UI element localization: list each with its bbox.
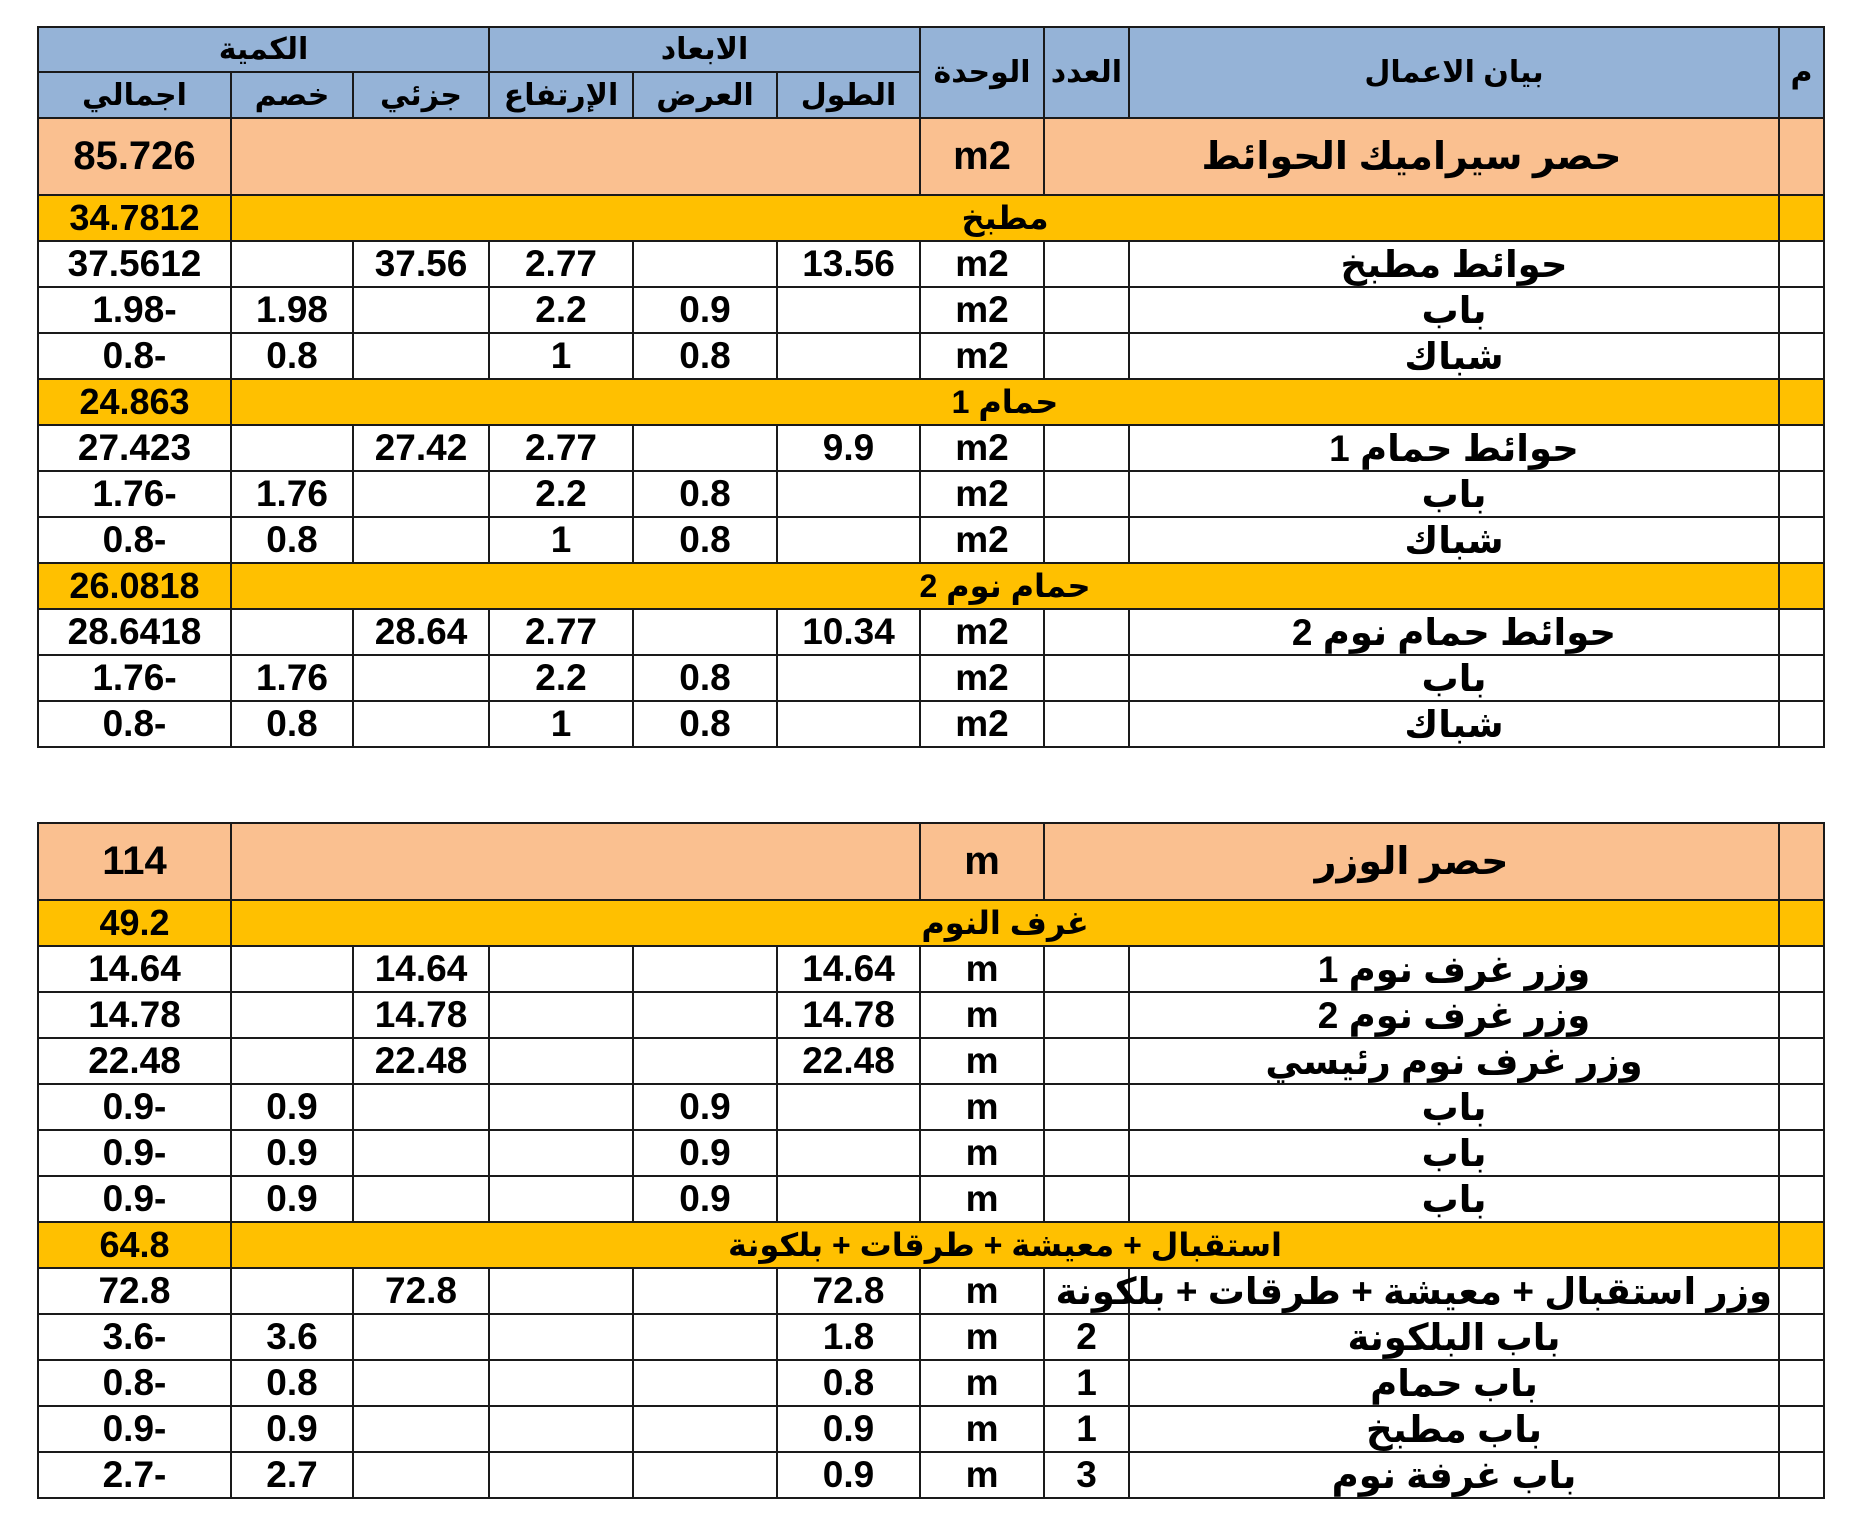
row-number-cell bbox=[1779, 425, 1824, 471]
item-length bbox=[777, 655, 920, 701]
item-deduction bbox=[231, 609, 353, 655]
item-deduction: 0.8 bbox=[231, 517, 353, 563]
item-width: 0.8 bbox=[633, 655, 777, 701]
item-height bbox=[489, 992, 633, 1038]
item-total: 37.5612 bbox=[38, 241, 231, 287]
item-unit: m2 bbox=[920, 333, 1044, 379]
item-length bbox=[777, 471, 920, 517]
item-partial bbox=[353, 1406, 489, 1452]
header-unit: الوحدة bbox=[920, 27, 1044, 118]
item-count: 1 bbox=[1044, 1406, 1129, 1452]
item-length: 10.34 bbox=[777, 609, 920, 655]
item-height: 2.77 bbox=[489, 241, 633, 287]
item-unit: m2 bbox=[920, 609, 1044, 655]
item-description: حوائط مطبخ bbox=[1129, 241, 1779, 287]
row-number-cell bbox=[1779, 655, 1824, 701]
row-number-cell bbox=[1779, 195, 1824, 241]
item-height bbox=[489, 1314, 633, 1360]
item-description: باب bbox=[1129, 1084, 1779, 1130]
item-length bbox=[777, 1130, 920, 1176]
item-partial: 72.8 bbox=[353, 1268, 489, 1314]
table-title-row bbox=[38, 118, 1824, 195]
item-description: باب bbox=[1129, 287, 1779, 333]
item-width: 0.9 bbox=[633, 1176, 777, 1222]
item-width bbox=[633, 992, 777, 1038]
row-number-cell bbox=[1779, 563, 1824, 609]
item-total: -1.98 bbox=[38, 287, 231, 333]
table-row bbox=[38, 287, 1824, 333]
item-deduction: 3.6 bbox=[231, 1314, 353, 1360]
item-total: -0.9 bbox=[38, 1130, 231, 1176]
item-count bbox=[1044, 946, 1129, 992]
item-total: -2.7 bbox=[38, 1452, 231, 1498]
item-length bbox=[777, 701, 920, 747]
row-number-cell bbox=[1779, 1038, 1824, 1084]
row-number-cell bbox=[1779, 118, 1824, 195]
item-deduction: 1.76 bbox=[231, 655, 353, 701]
item-height: 2.77 bbox=[489, 609, 633, 655]
item-partial bbox=[353, 1084, 489, 1130]
item-length: 14.78 bbox=[777, 992, 920, 1038]
item-deduction: 0.9 bbox=[231, 1176, 353, 1222]
item-partial: 22.48 bbox=[353, 1038, 489, 1084]
item-height: 2.2 bbox=[489, 287, 633, 333]
table-unit: m bbox=[920, 823, 1044, 900]
item-description: باب bbox=[1129, 471, 1779, 517]
item-count bbox=[1044, 471, 1129, 517]
table-row bbox=[38, 1038, 1824, 1084]
item-count bbox=[1044, 1130, 1129, 1176]
row-number-cell bbox=[1779, 992, 1824, 1038]
section-label: مطبخ bbox=[231, 195, 1779, 241]
row-number-cell bbox=[1779, 946, 1824, 992]
item-width: 0.9 bbox=[633, 287, 777, 333]
row-number-cell bbox=[1779, 701, 1824, 747]
item-deduction bbox=[231, 1038, 353, 1084]
row-number-cell bbox=[1779, 471, 1824, 517]
item-total: 27.423 bbox=[38, 425, 231, 471]
item-length: 13.56 bbox=[777, 241, 920, 287]
item-description: حوائط حمام نوم 2 bbox=[1129, 609, 1779, 655]
item-total: -0.9 bbox=[38, 1176, 231, 1222]
item-deduction: 0.8 bbox=[231, 1360, 353, 1406]
item-width bbox=[633, 1360, 777, 1406]
section-label: حمام 1 bbox=[231, 379, 1779, 425]
item-length bbox=[777, 1176, 920, 1222]
item-partial: 14.78 bbox=[353, 992, 489, 1038]
item-height bbox=[489, 1038, 633, 1084]
item-width bbox=[633, 946, 777, 992]
item-length bbox=[777, 287, 920, 333]
section-row bbox=[38, 563, 1824, 609]
item-total: 14.64 bbox=[38, 946, 231, 992]
item-unit: m bbox=[920, 1130, 1044, 1176]
table-row bbox=[38, 517, 1824, 563]
item-height bbox=[489, 946, 633, 992]
item-count: 2 bbox=[1044, 1314, 1129, 1360]
header-height: الإرتفاع bbox=[489, 72, 633, 118]
item-width bbox=[633, 1406, 777, 1452]
item-count bbox=[1044, 609, 1129, 655]
row-number-cell bbox=[1779, 1222, 1824, 1268]
item-deduction: 0.8 bbox=[231, 701, 353, 747]
table-unit: m2 bbox=[920, 118, 1044, 195]
ceramic-table-body bbox=[38, 118, 1824, 747]
table-title: حصر سيراميك الحوائط bbox=[1044, 118, 1779, 195]
item-description: شباك bbox=[1129, 701, 1779, 747]
item-count bbox=[1044, 701, 1129, 747]
item-description: شباك bbox=[1129, 517, 1779, 563]
header-width: العرض bbox=[633, 72, 777, 118]
item-total: -3.6 bbox=[38, 1314, 231, 1360]
item-width bbox=[633, 1268, 777, 1314]
item-width: 0.9 bbox=[633, 1130, 777, 1176]
item-partial: 28.64 bbox=[353, 609, 489, 655]
table-row bbox=[38, 946, 1824, 992]
table-row bbox=[38, 1176, 1824, 1222]
item-deduction: 0.8 bbox=[231, 333, 353, 379]
item-description: وزر غرف نوم 2 bbox=[1129, 992, 1779, 1038]
item-length bbox=[777, 1084, 920, 1130]
item-description: باب حمام bbox=[1129, 1360, 1779, 1406]
item-partial bbox=[353, 701, 489, 747]
item-deduction: 0.9 bbox=[231, 1084, 353, 1130]
item-description: باب bbox=[1129, 1130, 1779, 1176]
table-row bbox=[38, 992, 1824, 1038]
item-partial: 37.56 bbox=[353, 241, 489, 287]
item-length: 14.64 bbox=[777, 946, 920, 992]
title-blank-cell bbox=[231, 823, 920, 900]
table-row bbox=[38, 241, 1824, 287]
item-width: 0.8 bbox=[633, 701, 777, 747]
skirting-takeoff-table bbox=[37, 822, 1825, 1499]
item-unit: m bbox=[920, 1360, 1044, 1406]
item-partial bbox=[353, 287, 489, 333]
item-partial bbox=[353, 517, 489, 563]
item-description: باب غرفة نوم bbox=[1129, 1452, 1779, 1498]
header-no: م bbox=[1779, 27, 1824, 118]
item-count bbox=[1044, 241, 1129, 287]
item-partial bbox=[353, 1314, 489, 1360]
table-title: حصر الوزر bbox=[1044, 823, 1779, 900]
table-row bbox=[38, 1084, 1824, 1130]
table-row bbox=[38, 701, 1824, 747]
table-row bbox=[38, 425, 1824, 471]
item-description: باب bbox=[1129, 655, 1779, 701]
item-width: 0.8 bbox=[633, 517, 777, 563]
item-width: 0.8 bbox=[633, 333, 777, 379]
header-quantity: الكمية bbox=[38, 27, 489, 72]
item-height bbox=[489, 1176, 633, 1222]
item-unit: m2 bbox=[920, 655, 1044, 701]
item-partial bbox=[353, 471, 489, 517]
item-length: 0.9 bbox=[777, 1406, 920, 1452]
item-partial bbox=[353, 1176, 489, 1222]
ceramic-takeoff-table bbox=[37, 26, 1825, 748]
item-total: -1.76 bbox=[38, 471, 231, 517]
item-width bbox=[633, 609, 777, 655]
item-width bbox=[633, 241, 777, 287]
section-total: 24.863 bbox=[38, 379, 231, 425]
item-total: 14.78 bbox=[38, 992, 231, 1038]
item-count bbox=[1044, 425, 1129, 471]
item-unit: m bbox=[920, 1406, 1044, 1452]
item-description: باب البلكونة bbox=[1129, 1314, 1779, 1360]
item-count: 3 bbox=[1044, 1452, 1129, 1498]
item-description: حوائط حمام 1 bbox=[1129, 425, 1779, 471]
item-partial bbox=[353, 1130, 489, 1176]
section-label: حمام نوم 2 bbox=[231, 563, 1779, 609]
item-deduction bbox=[231, 1268, 353, 1314]
item-unit: m2 bbox=[920, 471, 1044, 517]
section-total: 49.2 bbox=[38, 900, 231, 946]
item-partial bbox=[353, 333, 489, 379]
item-count bbox=[1044, 287, 1129, 333]
row-number-cell bbox=[1779, 1268, 1824, 1314]
item-deduction: 1.76 bbox=[231, 471, 353, 517]
item-description: باب مطبخ bbox=[1129, 1406, 1779, 1452]
section-total: 34.7812 bbox=[38, 195, 231, 241]
item-total: -0.9 bbox=[38, 1406, 231, 1452]
header-row-top bbox=[38, 27, 1824, 72]
item-height: 1 bbox=[489, 701, 633, 747]
section-label: استقبال + معيشة + طرقات + بلكونة bbox=[231, 1222, 1779, 1268]
item-count bbox=[1044, 333, 1129, 379]
item-height: 1 bbox=[489, 517, 633, 563]
item-partial bbox=[353, 1360, 489, 1406]
section-label: غرف النوم bbox=[231, 900, 1779, 946]
item-width bbox=[633, 1452, 777, 1498]
item-length: 0.8 bbox=[777, 1360, 920, 1406]
item-deduction: 0.9 bbox=[231, 1406, 353, 1452]
table-row bbox=[38, 333, 1824, 379]
item-description: وزر غرف نوم رئيسي bbox=[1129, 1038, 1779, 1084]
row-number-cell bbox=[1779, 1130, 1824, 1176]
item-count bbox=[1044, 992, 1129, 1038]
table-row bbox=[38, 655, 1824, 701]
row-number-cell bbox=[1779, 1176, 1824, 1222]
section-total: 26.0818 bbox=[38, 563, 231, 609]
item-partial: 27.42 bbox=[353, 425, 489, 471]
item-height bbox=[489, 1130, 633, 1176]
item-total: -0.8 bbox=[38, 701, 231, 747]
item-partial bbox=[353, 1452, 489, 1498]
row-number-cell bbox=[1779, 823, 1824, 900]
item-unit: m2 bbox=[920, 701, 1044, 747]
item-deduction bbox=[231, 241, 353, 287]
item-description: شباك bbox=[1129, 333, 1779, 379]
item-unit: m2 bbox=[920, 287, 1044, 333]
table-row bbox=[38, 1314, 1824, 1360]
item-unit: m bbox=[920, 1268, 1044, 1314]
item-height: 2.2 bbox=[489, 655, 633, 701]
table-row bbox=[38, 1360, 1824, 1406]
row-number-cell bbox=[1779, 900, 1824, 946]
item-deduction: 2.7 bbox=[231, 1452, 353, 1498]
item-height bbox=[489, 1084, 633, 1130]
table-row bbox=[38, 609, 1824, 655]
item-unit: m2 bbox=[920, 241, 1044, 287]
section-row bbox=[38, 195, 1824, 241]
item-height: 1 bbox=[489, 333, 633, 379]
item-total: -0.8 bbox=[38, 333, 231, 379]
header-description: بيان الاعمال bbox=[1129, 27, 1779, 118]
table-row bbox=[38, 1406, 1824, 1452]
item-width bbox=[633, 1314, 777, 1360]
item-unit: m bbox=[920, 1314, 1044, 1360]
item-unit: m bbox=[920, 946, 1044, 992]
item-unit: m2 bbox=[920, 425, 1044, 471]
header-dimensions: الابعاد bbox=[489, 27, 920, 72]
header-length: الطول bbox=[777, 72, 920, 118]
item-count bbox=[1044, 655, 1129, 701]
item-total: 22.48 bbox=[38, 1038, 231, 1084]
row-number-cell bbox=[1779, 1452, 1824, 1498]
item-width: 0.9 bbox=[633, 1084, 777, 1130]
item-total: -0.9 bbox=[38, 1084, 231, 1130]
section-row bbox=[38, 1222, 1824, 1268]
item-height bbox=[489, 1452, 633, 1498]
item-total: -0.8 bbox=[38, 1360, 231, 1406]
section-total: 64.8 bbox=[38, 1222, 231, 1268]
table-grand-total: 85.726 bbox=[38, 118, 231, 195]
item-deduction: 0.9 bbox=[231, 1130, 353, 1176]
item-length: 9.9 bbox=[777, 425, 920, 471]
item-description: باب bbox=[1129, 1176, 1779, 1222]
item-unit: m bbox=[920, 1452, 1044, 1498]
row-number-cell bbox=[1779, 287, 1824, 333]
header-total: اجمالي bbox=[38, 72, 231, 118]
section-row bbox=[38, 379, 1824, 425]
item-height bbox=[489, 1406, 633, 1452]
row-number-cell bbox=[1779, 609, 1824, 655]
item-height: 2.2 bbox=[489, 471, 633, 517]
item-count bbox=[1044, 1038, 1129, 1084]
item-unit: m bbox=[920, 1038, 1044, 1084]
table-row bbox=[38, 1268, 1824, 1314]
item-unit: m bbox=[920, 992, 1044, 1038]
row-number-cell bbox=[1779, 1360, 1824, 1406]
header-partial: جزئي bbox=[353, 72, 489, 118]
item-count: 1 bbox=[1044, 1360, 1129, 1406]
item-height: 2.77 bbox=[489, 425, 633, 471]
row-number-cell bbox=[1779, 379, 1824, 425]
item-unit: m bbox=[920, 1176, 1044, 1222]
item-partial bbox=[353, 655, 489, 701]
row-number-cell bbox=[1779, 517, 1824, 563]
item-deduction bbox=[231, 992, 353, 1038]
section-row bbox=[38, 900, 1824, 946]
item-height bbox=[489, 1268, 633, 1314]
item-count bbox=[1044, 1176, 1129, 1222]
item-total: -0.8 bbox=[38, 517, 231, 563]
table-row bbox=[38, 1130, 1824, 1176]
header-count: العدد bbox=[1044, 27, 1129, 118]
skirting-table-body bbox=[38, 823, 1824, 1498]
row-number-cell bbox=[1779, 333, 1824, 379]
row-number-cell bbox=[1779, 241, 1824, 287]
table-row bbox=[38, 1452, 1824, 1498]
item-length: 22.48 bbox=[777, 1038, 920, 1084]
item-deduction bbox=[231, 946, 353, 992]
item-unit: m2 bbox=[920, 517, 1044, 563]
row-number-cell bbox=[1779, 1406, 1824, 1452]
item-length: 72.8 bbox=[777, 1268, 920, 1314]
item-count bbox=[1044, 517, 1129, 563]
item-length bbox=[777, 517, 920, 563]
item-total: 28.6418 bbox=[38, 609, 231, 655]
item-deduction: 1.98 bbox=[231, 287, 353, 333]
item-total: -1.76 bbox=[38, 655, 231, 701]
table-title-row bbox=[38, 823, 1824, 900]
item-count bbox=[1044, 1084, 1129, 1130]
table-row bbox=[38, 471, 1824, 517]
header-deduction: خصم bbox=[231, 72, 353, 118]
table-grand-total: 114 bbox=[38, 823, 231, 900]
item-description: وزر غرف نوم 1 bbox=[1129, 946, 1779, 992]
item-width bbox=[633, 1038, 777, 1084]
item-deduction bbox=[231, 425, 353, 471]
item-width: 0.8 bbox=[633, 471, 777, 517]
item-description: وزر استقبال + معيشة + طرقات + بلكونة bbox=[1129, 1268, 1779, 1314]
row-number-cell bbox=[1779, 1314, 1824, 1360]
item-width bbox=[633, 425, 777, 471]
item-length bbox=[777, 333, 920, 379]
item-unit: m bbox=[920, 1084, 1044, 1130]
row-number-cell bbox=[1779, 1084, 1824, 1130]
item-height bbox=[489, 1360, 633, 1406]
item-length: 0.9 bbox=[777, 1452, 920, 1498]
item-total: 72.8 bbox=[38, 1268, 231, 1314]
item-length: 1.8 bbox=[777, 1314, 920, 1360]
title-blank-cell bbox=[231, 118, 920, 195]
item-partial: 14.64 bbox=[353, 946, 489, 992]
